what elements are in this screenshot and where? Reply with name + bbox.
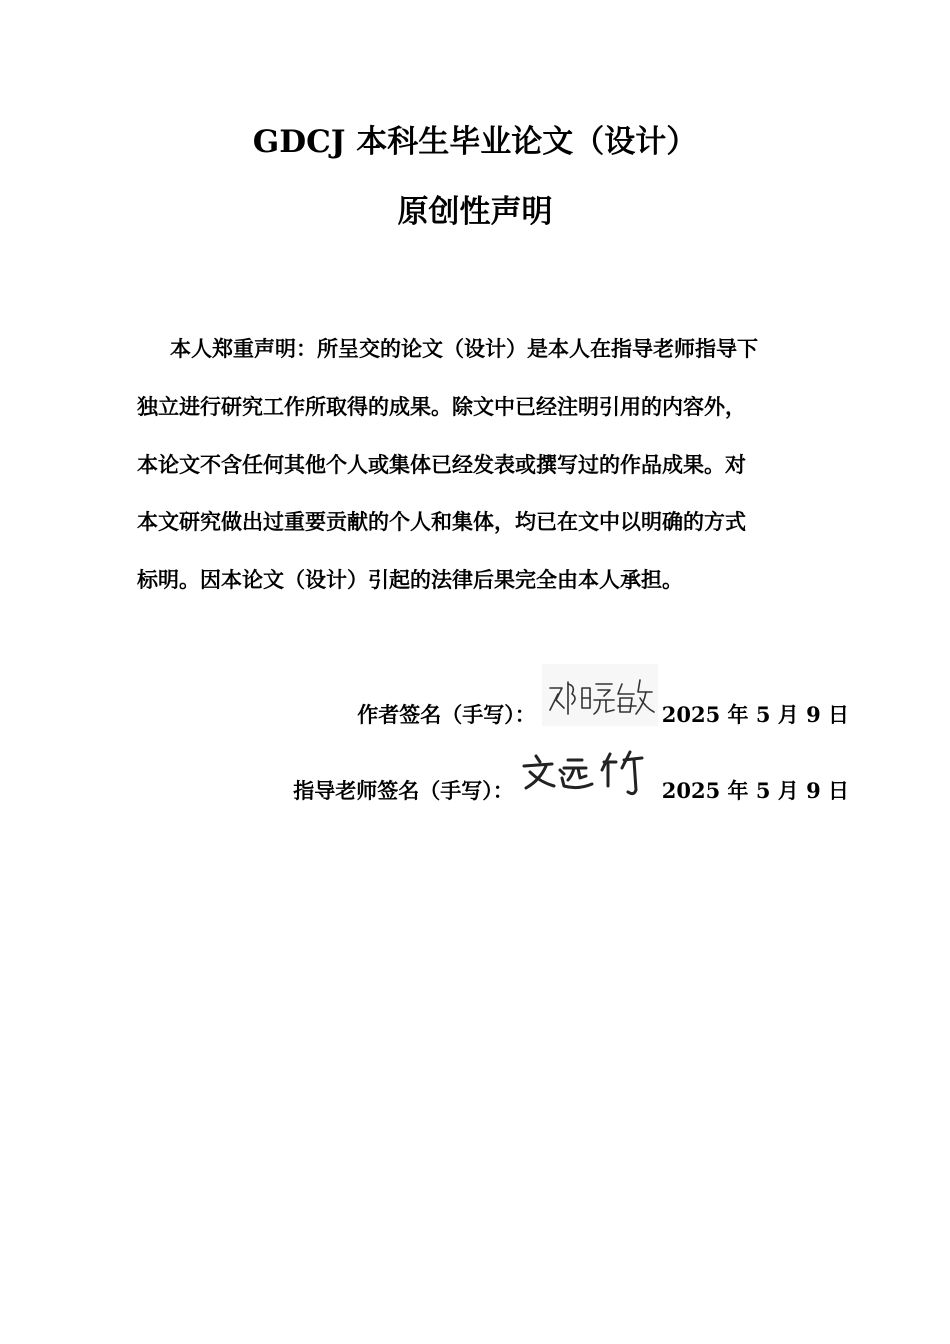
advisor-handwritten-signature xyxy=(518,746,658,802)
author-handwritten-signature xyxy=(542,664,658,726)
document-subtitle: 原创性声明 xyxy=(397,194,553,230)
advisor-signature-label: 指导老师签名（手写）： xyxy=(293,778,514,803)
author-signature-row xyxy=(357,664,849,730)
advisor-signature-row xyxy=(293,748,849,806)
statement-line-4: 本文研究做出过重要贡献的个人和集体，均已在文中以明确的方式 xyxy=(137,509,746,534)
statement-line-1: 本人郑重声明：所呈交的论文（设计）是本人在指导老师指导下 xyxy=(170,336,758,361)
advisor-signature-date: 2025 年 5 月 9 日 xyxy=(661,778,849,803)
statement-line-2: 独立进行研究工作所取得的成果。除文中已经注明引用的内容外， xyxy=(137,394,746,419)
statement-line-3: 本论文不含任何其他个人或集体已经发表或撰写过的作品成果。对 xyxy=(137,452,746,477)
statement-line-5: 标明。因本论文（设计）引起的法律后果完全由本人承担。 xyxy=(137,567,683,592)
author-signature-date: 2025 年 5 月 9 日 xyxy=(661,702,849,727)
document-title: GDCJ 本科生毕业论文（设计） xyxy=(252,124,698,160)
author-signature-label: 作者签名（手写）： xyxy=(357,702,536,727)
